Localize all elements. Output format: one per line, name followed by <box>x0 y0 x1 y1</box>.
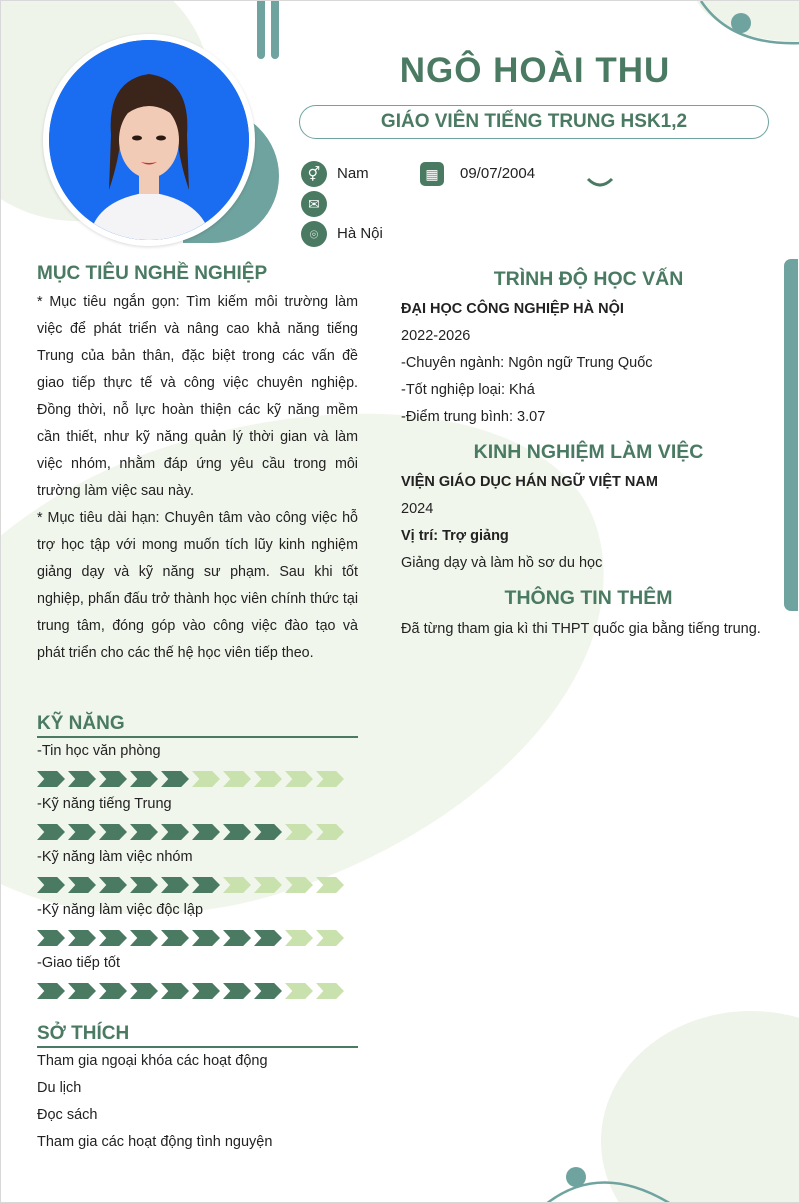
person-name: NGÔ HOÀI THU <box>399 51 671 90</box>
skill-label: -Kỹ năng làm việc nhóm <box>37 849 193 865</box>
skill-arrow-filled <box>68 771 96 787</box>
skill-arrow-filled <box>37 983 65 999</box>
objective-short-term: * Mục tiêu ngắn gọn: Tìm kiếm môi trường làm việc để phát triển và nâng cao khả năng tiếng Trung của bản thân, đặc biệt trong các vấn đề giao tiếp thực tế và công việc chuyên nghiệp. Đồng thời, nỗ lực hoàn thiện các kỹ năng mềm cần thiết, như kỹ năng quản lý thời gian và làm việc nhóm, nhằm đáp ứng yêu cầu trong môi trường làm việc sau này. <box>37 294 358 499</box>
experience-position: Vị trí: Trợ giảng <box>401 528 509 544</box>
skill-rating <box>37 824 357 840</box>
decor-circle-line-bottom <box>541 1151 721 1203</box>
skill-arrow-filled <box>130 824 158 840</box>
skill-arrow-filled <box>68 877 96 893</box>
skill-arrow-filled <box>130 983 158 999</box>
skill-arrow-empty <box>316 877 344 893</box>
skill-arrow-filled <box>161 771 189 787</box>
skill-arrow-filled <box>99 930 127 946</box>
hobby-item: Tham gia ngoại khóa các hoạt động <box>37 1053 268 1069</box>
skill-arrow-empty <box>316 983 344 999</box>
education-gpa: -Điểm trung bình: 3.07 <box>401 409 546 425</box>
job-title: GIÁO VIÊN TIẾNG TRUNG HSK1,2 <box>299 105 769 139</box>
skill-arrow-empty <box>316 771 344 787</box>
location-icon: ⌾ <box>301 221 327 247</box>
skill-arrow-filled <box>37 824 65 840</box>
skill-arrow-empty <box>285 930 313 946</box>
additional-text: Đã từng tham gia kì thi THPT quốc gia bằng tiếng trung. <box>401 621 761 637</box>
gender-value: Nam <box>337 165 369 182</box>
education-title: TRÌNH ĐỘ HỌC VẤN <box>493 268 684 290</box>
hobbies-underline <box>37 1046 358 1048</box>
skill-arrow-empty <box>316 824 344 840</box>
skill-arrow-filled <box>223 930 251 946</box>
skill-arrow-filled <box>161 877 189 893</box>
skill-arrow-filled <box>254 983 282 999</box>
skill-arrow-empty <box>223 877 251 893</box>
experience-year: 2024 <box>401 501 434 517</box>
skill-arrow-empty <box>254 771 282 787</box>
skill-arrow-filled <box>37 771 65 787</box>
skill-arrow-filled <box>99 824 127 840</box>
skill-arrow-filled <box>37 930 65 946</box>
skill-arrow-filled <box>68 930 96 946</box>
objective-title: MỤC TIÊU NGHỀ NGHIỆP <box>37 263 268 284</box>
skill-arrow-filled <box>161 824 189 840</box>
skills-title: KỸ NĂNG <box>37 713 125 734</box>
skill-arrow-filled <box>161 930 189 946</box>
education-period: 2022-2026 <box>401 328 471 344</box>
education-major: -Chuyên ngành: Ngôn ngữ Trung Quốc <box>401 355 653 371</box>
skill-arrow-filled <box>192 983 220 999</box>
hobbies-title: SỞ THÍCH <box>37 1023 130 1044</box>
skill-rating <box>37 983 357 999</box>
skill-label: -Giao tiếp tốt <box>37 955 121 971</box>
skill-arrow-filled <box>68 824 96 840</box>
decor-small-arc <box>586 177 616 189</box>
decor-bar <box>271 1 279 59</box>
objective-long-term: * Mục tiêu dài hạn: Chuyên tâm vào công việc hỗ trợ học tập với mong muốn tích lũy kinh nghiệm giảng dạy và kỹ năng sư phạm. Sau khi tốt nghiệp, phấn đấu trở thành học viên chính thức tại trung tâm, đóng góp vào công việc đào tạo và phát triển cho các thế hệ học viên tiếp theo. <box>37 510 358 661</box>
skill-arrow-filled <box>223 824 251 840</box>
profile-photo <box>43 34 255 246</box>
skill-arrow-empty <box>285 824 313 840</box>
additional-title: THÔNG TIN THÊM <box>504 587 673 609</box>
skills-underline <box>37 736 358 738</box>
email-icon: ✉ <box>301 191 327 217</box>
skill-arrow-empty <box>223 771 251 787</box>
skill-arrow-empty <box>192 771 220 787</box>
skill-arrow-filled <box>192 824 220 840</box>
skill-arrow-empty <box>285 983 313 999</box>
skill-rating <box>37 930 357 946</box>
address-value: Hà Nội <box>337 225 383 242</box>
hobby-item: Du lịch <box>37 1080 82 1096</box>
skill-arrow-empty <box>285 771 313 787</box>
skill-arrow-filled <box>223 983 251 999</box>
skill-arrow-filled <box>130 771 158 787</box>
skill-arrow-filled <box>192 930 220 946</box>
skill-arrow-filled <box>192 877 220 893</box>
hobby-item: Đọc sách <box>37 1107 98 1123</box>
skill-arrow-empty <box>254 877 282 893</box>
education-school: ĐẠI HỌC CÔNG NGHIỆP HÀ NỘI <box>401 301 624 317</box>
dob-value: 09/07/2004 <box>460 165 536 182</box>
skill-label: -Tin học văn phòng <box>37 743 161 759</box>
hobby-item: Tham gia các hoạt động tình nguyện <box>37 1134 273 1150</box>
calendar-icon: ▦ <box>420 162 444 186</box>
skill-arrow-filled <box>254 824 282 840</box>
skill-arrow-empty <box>285 877 313 893</box>
skill-rating <box>37 771 357 787</box>
skill-arrow-filled <box>130 930 158 946</box>
experience-company: VIỆN GIÁO DỤC HÁN NGỮ VIỆT NAM <box>401 474 658 490</box>
skill-arrow-filled <box>254 930 282 946</box>
skill-arrow-filled <box>99 771 127 787</box>
experience-description: Giảng dạy và làm hồ sơ du học <box>401 555 603 571</box>
decor-bar <box>257 1 265 59</box>
skill-arrow-filled <box>99 877 127 893</box>
skill-rating <box>37 877 357 893</box>
gender-icon: ⚥ <box>301 161 327 187</box>
skill-arrow-filled <box>37 877 65 893</box>
skill-arrow-filled <box>68 983 96 999</box>
skill-label: -Kỹ năng tiếng Trung <box>37 796 172 812</box>
skill-arrow-filled <box>161 983 189 999</box>
skill-arrow-empty <box>316 930 344 946</box>
decor-side-bar <box>784 259 798 611</box>
skill-label: -Kỹ năng làm việc độc lập <box>37 902 204 918</box>
skill-arrow-filled <box>130 877 158 893</box>
experience-title: KINH NGHIỆM LÀM VIỆC <box>473 441 704 463</box>
education-grade: -Tốt nghiệp loại: Khá <box>401 382 535 398</box>
skill-arrow-filled <box>99 983 127 999</box>
